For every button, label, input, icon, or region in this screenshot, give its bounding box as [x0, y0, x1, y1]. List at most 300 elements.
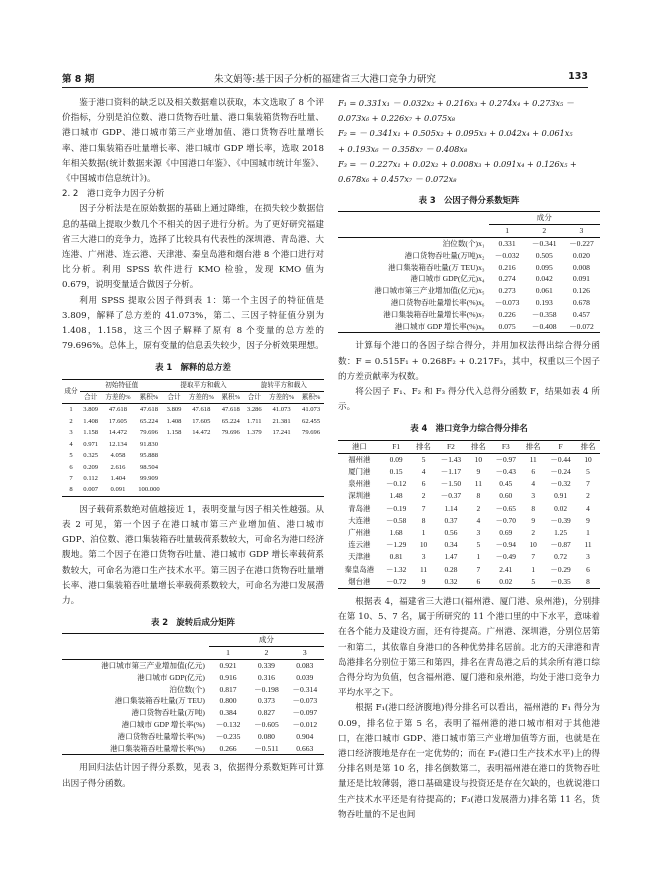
table-cell: 2	[586, 491, 590, 501]
table2-row	[62, 672, 324, 684]
table1-sub-var: 方差的%	[268, 394, 295, 402]
table-cell: 1	[69, 406, 73, 414]
table-cell: 7	[531, 552, 536, 562]
table-cell: 0.075	[498, 321, 516, 331]
table4-header-cell: 排名	[470, 441, 486, 451]
table-cell: 21.381	[272, 417, 291, 425]
table-cell: －0.605	[254, 719, 279, 729]
table-cell: －0.097	[292, 708, 318, 718]
table-cell: 0.083	[296, 660, 314, 670]
table2-rotated-matrix	[62, 633, 324, 755]
table-cell: 0.080	[257, 731, 275, 741]
table-cell	[244, 450, 265, 461]
table1-sub-total: 合计	[247, 394, 261, 402]
table-cell: －1.43	[440, 454, 462, 464]
table-cell	[265, 473, 298, 484]
table-cell: 连云港	[348, 540, 371, 550]
table-cell: 0.091	[572, 274, 590, 284]
table-cell: 0.007	[83, 486, 99, 494]
table-cell: 3	[421, 552, 426, 562]
table-cell: －0.39	[550, 515, 571, 525]
table-cell: 8	[421, 515, 426, 525]
table-cell: 0.325	[83, 452, 99, 460]
table-cell: 2	[421, 491, 426, 501]
table-cell: 1	[586, 528, 590, 538]
table-cell: 港口货物吞吐量增长率(%)x₆	[390, 298, 485, 307]
table-cell	[298, 439, 324, 450]
table-cell: 大连港	[348, 515, 371, 525]
table-cell: 泉州港	[348, 479, 371, 489]
table4-row	[338, 503, 600, 515]
table-cell: 8	[476, 491, 481, 501]
table2-row	[62, 659, 324, 671]
table-cell: 6	[421, 479, 426, 489]
table-cell: 2.616	[110, 463, 126, 471]
table1-row	[62, 427, 324, 438]
table-cell: 2	[476, 503, 481, 513]
table-cell: 0.663	[296, 743, 314, 753]
table-cell: 广州港	[348, 528, 371, 538]
table4-header-cell: F2	[447, 441, 455, 451]
formula-f3: F₃ = － 0.227x₁ + 0.02x₂ + 0.008x₃ + 0.091x₄ + 0.126x₅ + 0.678x₆ + 0.457x₇ － 0.072x₈	[338, 158, 577, 185]
table2-col: 2	[264, 648, 269, 658]
table-cell: 8	[586, 576, 590, 586]
table-cell: －1.29	[385, 540, 407, 550]
table-cell: 厦门港	[348, 467, 371, 477]
paragraph-regression: 用回归法估计因子得分系数，见表 3，依据得分系数矩阵可计算出因子得分函数。	[62, 763, 324, 789]
table1-sub-cum: 累积%	[139, 394, 159, 402]
table-cell: －0.72	[385, 576, 407, 586]
table3-score-coefficients	[338, 211, 600, 333]
table-cell: －0.87	[550, 540, 571, 550]
table3-caption: 表 3 公因子得分系数矩阵	[418, 195, 520, 206]
table1-row	[62, 450, 324, 461]
table-cell: 1.158	[166, 429, 182, 437]
table-cell: 79.696	[302, 429, 321, 437]
table-cell	[265, 462, 298, 473]
table-cell: －0.29	[550, 564, 571, 574]
table-cell: 0.274	[498, 274, 516, 284]
table-cell: 98.504	[139, 463, 159, 471]
table-cell: －0.012	[292, 719, 318, 729]
table-cell: 0.904	[296, 731, 314, 741]
table-cell: 6	[531, 467, 536, 477]
table-cell: 0.339	[257, 660, 275, 670]
table-cell: 11	[529, 454, 537, 464]
table-cell	[163, 473, 184, 484]
issue-number: 第 8 期	[62, 74, 95, 85]
table4-row	[338, 564, 600, 576]
table-cell	[218, 450, 244, 461]
table-cell: 99.909	[139, 474, 159, 482]
table-cell: 1.404	[110, 474, 126, 482]
table-cell: 9	[421, 576, 426, 586]
table3-col: 1	[505, 226, 509, 236]
table-cell	[298, 450, 324, 461]
table-cell	[298, 462, 324, 473]
table-cell: 3	[531, 491, 536, 501]
formula-f2: F₂ = － 0.341x₁ + 0.505x₂ + 0.095x₃ + 0.042x₄ + 0.061x₅ + 0.193x₆ － 0.358x₇ － 0.408x₈	[338, 128, 573, 154]
table-cell: 95.888	[139, 452, 159, 460]
paragraph-f1-analysis: 根据 F₁(港口经济腹地)得分排名可以看出，福州港的 F₁ 得分为 0.09，排名位于第 5 名，表明了福州港的港口城市相对于其他港口，在港口城市 GDP、港口城市第三产业增加值等方面，也就是在港口经济腹地是存在一定优势的；而在 F₂(港口生产技术水平)上的得分排名则是第 10 名，排名倒数第二，表明福州港在港口的货物吞吐量还是比较薄弱，港口基础建设与投资还是存在欠缺的，也就说港口生产技术水平还是有待提高的；F₃(港口发展潜力)排名第 11 名，货物吞吐量的不足也间	[338, 703, 600, 820]
table-cell: 0.09	[389, 454, 403, 464]
table3-row	[338, 297, 600, 309]
table-cell: 青岛港	[348, 503, 371, 513]
table-cell: 65.224	[139, 417, 159, 425]
table-cell: 0.273	[498, 286, 516, 296]
table4-header-cell: 排名	[580, 441, 596, 451]
table-cell	[218, 462, 244, 473]
table-cell: 41.073	[302, 406, 321, 414]
table-cell: 0.112	[83, 474, 98, 482]
table-cell	[298, 473, 324, 484]
table3-col: 3	[579, 226, 584, 236]
table-cell: 4	[421, 467, 426, 477]
table-cell: 5	[586, 467, 590, 477]
table-cell: 5	[476, 540, 481, 550]
left-column	[62, 96, 324, 792]
table-cell: 港口城市 GDP(亿元)x₄	[410, 274, 485, 284]
table-cell: 0.827	[257, 708, 275, 718]
table-cell: 0.02	[499, 576, 513, 586]
table-cell: －0.235	[215, 731, 241, 741]
table4-header-cell: 排名	[416, 441, 431, 451]
table-cell: 7	[69, 474, 73, 482]
table-cell: 11	[419, 564, 428, 574]
table1-sub-total: 合计	[167, 394, 181, 402]
paragraph-indicators: 鉴于港口资料的缺乏以及相关数据难以获取，本文选取了 8 个评价指标，分别是泊位数、港口货物吞吐量、港口集装箱货物吞吐量、港口城市 GDP、港口城市第三产业增加值、港口货物吞吐量增长率、港口集装箱吞吐量增长率、港口城市 GDP 增长率，选取 2018 年相关数据(统计数据来源《中国港口年鉴》、《中国城市统计年鉴》、《中国城市信息统计》)。	[62, 98, 324, 185]
table4-row	[338, 515, 600, 527]
table2-row	[62, 684, 324, 696]
table-cell	[265, 484, 298, 496]
table-cell: 79.696	[139, 429, 159, 437]
table-cell: 10	[584, 454, 592, 464]
table-cell: 7	[586, 479, 590, 489]
table2-row	[62, 719, 324, 731]
table-cell: 港口城市 GDP 增长率(%)	[121, 719, 205, 729]
table-cell: 0.042	[535, 274, 553, 284]
table-cell: 1.47	[444, 552, 458, 562]
table-cell: 0.91	[554, 491, 568, 501]
paragraph-spss: 利用 SPSS 提取公因子得到表 1：第一个主因子的特征值是 3.809，解释了总方差的 41.073%，第二、三因子特征值分别为 1.408，1.158，这三个因子解释了原有 8 个变量的总方差的 79.696%。总体上，原有变量的信息丢失较少，因子分析效果理想。	[62, 295, 324, 352]
table3-row	[338, 273, 600, 285]
table-cell: 0.15	[389, 467, 403, 477]
table4-header-cell: 港口	[351, 441, 367, 451]
table-cell: 3.809	[83, 406, 99, 414]
formula-f1: F₁ = 0.331x₁ － 0.032x₂ + 0.216x₃ + 0.274x₄ + 0.273x₅ － 0.073x₆ + 0.226x₇ + 0.075x₈	[338, 98, 574, 124]
table-cell: 0.193	[535, 298, 553, 307]
table-cell: －0.314	[292, 684, 318, 694]
table1-sub-cum: 累积%	[301, 394, 321, 402]
table-cell: 0.061	[535, 286, 553, 296]
table-cell: 0.817	[219, 684, 237, 694]
table-cell: －0.94	[495, 540, 516, 550]
table-cell: 1.48	[389, 491, 403, 501]
table-cell: 0.916	[219, 672, 237, 682]
table-cell	[244, 473, 265, 484]
table4-row	[338, 576, 600, 589]
table-cell	[298, 484, 324, 496]
table-cell: 港口货物吞吐量(万吨)	[131, 708, 205, 718]
table1-col-component: 成分	[64, 387, 78, 395]
table-cell: 烟台港	[348, 576, 371, 586]
table4-header-cell: F	[558, 441, 563, 451]
table-cell: －0.032	[494, 250, 520, 260]
table-cell: －0.49	[495, 552, 516, 562]
table-cell: 0.28	[444, 564, 458, 574]
table-cell: 47.618	[221, 406, 240, 414]
table-cell: 4	[476, 515, 481, 525]
table-cell: －1.32	[385, 564, 407, 574]
table-cell: 47.618	[192, 406, 211, 414]
table-cell: 0.60	[499, 491, 513, 501]
table1-group-initial: 初始特征值	[80, 379, 163, 391]
table3-row	[338, 238, 600, 250]
table4-row	[338, 551, 600, 563]
table-cell: －0.198	[254, 684, 279, 694]
table-cell: 港口货物吞吐量(万吨)x₂	[404, 250, 485, 260]
table-cell: －0.65	[495, 503, 516, 513]
table2-group: 成分	[209, 634, 324, 647]
table-cell	[244, 439, 265, 450]
table4-row	[338, 453, 600, 466]
table-cell: 47.618	[108, 406, 128, 414]
table-cell	[163, 462, 184, 473]
table-cell: 0.216	[498, 262, 516, 272]
table-cell: －0.58	[385, 515, 407, 525]
table-cell: －0.073	[494, 298, 520, 307]
table-cell: 0.971	[83, 440, 99, 448]
table1-row	[62, 439, 324, 450]
table-cell: 港口集装箱吞吐量(万 TEU)x₃	[388, 262, 485, 272]
table-cell: 港口城市 GDP(亿元)	[137, 672, 205, 682]
table4-row	[338, 466, 600, 478]
table1-row	[62, 416, 324, 427]
table4-ranking	[338, 440, 600, 589]
table-cell: 0.81	[389, 552, 403, 562]
table-cell: －1.50	[440, 479, 462, 489]
table-cell: 4	[531, 479, 536, 489]
table-cell: －0.227	[569, 239, 594, 249]
table-cell: 1.68	[389, 528, 403, 538]
table-cell: －0.35	[550, 576, 571, 586]
table-cell: 3.809	[166, 406, 182, 414]
table3-row	[338, 262, 600, 274]
table-cell: 港口城市第三产业增加值(亿元)	[101, 660, 205, 670]
table-cell: －0.12	[385, 479, 407, 489]
table2-row	[62, 743, 324, 755]
table-cell: 0.316	[257, 672, 275, 682]
table4-row	[338, 539, 600, 551]
table-cell: －0.511	[254, 743, 279, 753]
table-cell: 1.158	[83, 429, 99, 437]
table-cell: 11	[474, 479, 482, 489]
table-cell: 0.34	[444, 540, 458, 550]
running-header	[62, 69, 588, 88]
table-cell: 秦皇岛港	[344, 564, 375, 574]
table1-row	[62, 404, 324, 416]
paragraph-loading: 因子载荷系数绝对值越接近 1，表明变量与因子相关性越强。从表 2 可见，第一个因子在港口城市第三产业增加值、港口城市 GDP、泊位数、港口集装箱吞吐量载荷系数较大，可命名为港口经济腹地。第二个因子在港口货物吞吐量、港口城市 GDP 增长率载荷系数较大，可命名为港口生产技术水平。第三因子在港口货物吞吐量增长率、港口集装箱吞吐量增长率载荷系数较大，可命名为港口发展潜力。	[62, 504, 324, 606]
table-cell: 10	[474, 454, 483, 464]
table-cell: 41.073	[272, 406, 291, 414]
table4-header-cell: F3	[501, 441, 510, 451]
table2-row	[62, 731, 324, 743]
table1-sub-var: 方差的%	[105, 394, 131, 402]
table4-header-cell: F1	[392, 441, 401, 451]
table-cell: 17.605	[108, 417, 128, 425]
table-cell	[218, 473, 244, 484]
table-cell: 0.091	[110, 486, 126, 494]
table-cell: －0.37	[440, 491, 462, 501]
table-cell: 港口集装箱吞吐量增长率(%)	[109, 743, 205, 753]
table-cell: 3	[476, 528, 481, 538]
table-cell: －0.341	[531, 239, 557, 249]
table2-caption: 表 2 旋转后成分矩阵	[150, 617, 236, 628]
table-cell: 11	[584, 540, 592, 550]
page-number: 133	[568, 71, 588, 82]
table-cell: 泊位数(个)x₁	[442, 239, 485, 249]
table-cell: 1	[421, 528, 426, 538]
table-cell: 6	[476, 576, 481, 586]
table-cell: －0.43	[495, 467, 516, 477]
table-cell: 0.331	[498, 239, 516, 249]
table-cell: 5	[69, 452, 73, 460]
table-cell: －0.32	[550, 479, 571, 489]
table-cell: 7	[476, 564, 481, 574]
table-cell	[185, 462, 218, 473]
table-cell: 47.618	[139, 406, 159, 414]
table1-sub-var: 方差的%	[188, 394, 214, 402]
paragraph-factor-method: 因子分析法是在原始数据的基础上通过降维，在损失较少数据信息的基础上提取少数几个不相关的因子进行分析。为了更好研究福建省三大港口的竞争力，选择了比较具有代表性的深圳港、青岛港、大连港、广州港、连云港、天津港、秦皇岛港和烟台港 8 个港口进行对比分析。利用 SPSS 软件进行 KMO 检验，发现 KMO 值为 0.679，说明变量适合做因子分析。	[62, 204, 324, 291]
table-cell: 港口集装箱吞吐量(万 TEU)	[114, 696, 205, 706]
table-cell: 0.039	[296, 672, 314, 682]
table-cell	[244, 462, 265, 473]
table4-row	[338, 490, 600, 502]
table-cell	[185, 484, 218, 496]
table-cell: －0.408	[531, 321, 557, 331]
table-cell: 2.41	[499, 564, 513, 574]
table-cell: 2	[69, 417, 73, 425]
table-cell: 0.32	[444, 576, 458, 586]
table3-row	[338, 321, 600, 333]
table-cell: 12.134	[108, 440, 128, 448]
section-heading: 2. 2 港口竞争力因子分析	[62, 189, 165, 200]
table-cell: －0.19	[385, 503, 407, 513]
table-cell: 4	[69, 440, 73, 448]
table-cell: 深圳港	[348, 491, 371, 501]
table2-col: 3	[302, 648, 307, 658]
table-cell: 港口集装箱吞吐量增长率(%)x₇	[383, 309, 485, 319]
table-cell: －0.358	[531, 309, 557, 319]
running-title: 朱文娟等:基于因子分析的福建省三大港口竞争力研究	[214, 74, 436, 85]
table-cell: 6	[586, 564, 590, 574]
table-cell: 0.126	[572, 286, 590, 296]
table1-group-rotation: 旋转平方和载入	[244, 379, 324, 391]
table2-row	[62, 695, 324, 707]
table-cell: 9	[586, 515, 590, 525]
paragraph-substitution: 将公因子 F₁、F₂ 和 F₃ 得分代入总得分函数 F，结果如表 4 所示。	[338, 387, 600, 413]
table-cell: －0.70	[495, 515, 516, 525]
table-cell: 0.02	[554, 503, 568, 513]
table-cell: 0.209	[83, 463, 99, 471]
table1-row	[62, 484, 324, 496]
table-cell: 3	[69, 429, 73, 437]
table-cell	[185, 439, 218, 450]
table-cell: 10	[419, 540, 428, 550]
table-cell: 10	[529, 540, 537, 550]
table-cell: －1.17	[440, 467, 462, 477]
table-cell: 0.266	[219, 743, 237, 753]
right-column	[338, 96, 600, 823]
table-cell: 0.457	[572, 309, 590, 319]
table-cell: 1.25	[554, 528, 568, 538]
table-cell: －0.97	[495, 454, 516, 464]
paragraph-ranking-analysis: 根据表 4，福建省三大港口(福州港、厦门港、泉州港)，分别排在第 10、5、7 名，属于所研究的 11 个港口里的中下水平，意味着在各个能力及建设方面，还有待提高。广州港、深圳港，分别位居第一和第二，其依靠自身港口的各种优势排名居前。北方的天津港和青岛港排名分别位于第三和第四，排名在青岛港之后的其余所有港口综合得分均为负值，包含福州港、厦门港和泉州港，均处于港口竞争力平均水平之下。	[338, 597, 600, 699]
table-cell: 0.800	[219, 696, 237, 706]
table-cell: 100.000	[138, 486, 160, 494]
table-cell: 1.408	[83, 417, 99, 425]
table-cell: 14.472	[192, 429, 211, 437]
table-cell: 9	[531, 515, 536, 525]
table-cell: 0.69	[499, 528, 513, 538]
table-cell: 0.008	[572, 262, 590, 272]
table-cell: 1.408	[166, 417, 182, 425]
table-cell: 0.020	[572, 250, 590, 260]
table-cell: －0.072	[569, 321, 594, 331]
table-cell	[244, 484, 265, 496]
table4-caption: 表 4 港口竞争力综合得分排名	[410, 423, 528, 434]
table-cell: 福州港	[348, 454, 371, 464]
table1-total-variance	[62, 379, 324, 497]
table1-row	[62, 473, 324, 484]
table-cell	[185, 473, 218, 484]
table-cell	[218, 484, 244, 496]
table-cell: 0.095	[535, 262, 553, 272]
table-cell: 0.56	[444, 528, 458, 538]
table-cell: 4	[586, 503, 590, 513]
table3-group: 成分	[489, 212, 600, 225]
table-cell: －0.073	[292, 696, 318, 706]
table1-group-extraction: 提取平方和载入	[163, 379, 243, 391]
table-cell: 0.678	[572, 298, 590, 307]
table-cell: 2	[531, 528, 536, 538]
table1-sub-total: 合计	[84, 394, 98, 402]
table-cell	[163, 484, 184, 496]
table-cell: 0.72	[554, 552, 568, 562]
table-cell: 1	[531, 564, 536, 574]
table-cell	[185, 450, 218, 461]
table-cell: 0.226	[498, 309, 516, 319]
table-cell: 17.605	[192, 417, 211, 425]
table4-row	[338, 527, 600, 539]
table-cell: －0.132	[215, 719, 241, 729]
table-cell: 3.286	[246, 406, 262, 414]
table-cell: 0.373	[257, 696, 275, 706]
table-cell: －0.24	[550, 467, 571, 477]
table3-row	[338, 309, 600, 321]
table-cell	[265, 450, 298, 461]
table-cell	[218, 439, 244, 450]
table-cell: 62.455	[302, 417, 321, 425]
table-cell: 0.384	[219, 708, 237, 718]
table-cell: 79.696	[221, 429, 240, 437]
table2-row	[62, 707, 324, 719]
table-cell	[265, 439, 298, 450]
table-cell	[163, 450, 184, 461]
table-cell: 港口货物吞吐量增长率(%)	[117, 731, 205, 741]
table4-row	[338, 478, 600, 490]
table-cell: 4.058	[110, 452, 126, 460]
